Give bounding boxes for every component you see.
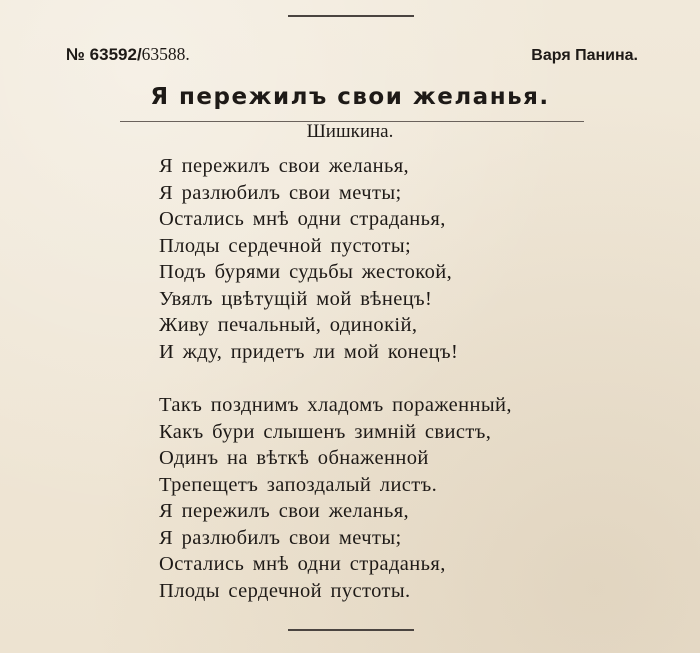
stanza-1: [159, 153, 458, 365]
verse-line: Я пережилъ свои желанья,: [159, 155, 410, 177]
bottom-divider: [288, 629, 414, 631]
catalog-number-secondary: 63588.: [141, 44, 190, 64]
verse-line: Увялъ цвѣтущій мой вѣнецъ!: [159, 287, 433, 310]
verse-line: Какъ бури слышенъ зимній свистъ,: [159, 420, 492, 443]
verse-line: И жду, придетъ ли мой конецъ!: [159, 340, 459, 363]
verse-line: Такъ позднимъ хладомъ пораженный,: [159, 394, 512, 416]
verse-line: Плоды сердечной пустоты.: [159, 579, 411, 602]
verse-line: Я разлюбилъ свои мечты;: [159, 526, 402, 549]
verse-line: Я разлюбилъ свои мечты;: [159, 181, 402, 204]
catalog-number-primary: № 63592/: [66, 45, 142, 64]
verse-line: Плоды сердечной пустоты;: [159, 234, 412, 257]
song-title: Я пережилъ свои желанья.: [150, 84, 550, 110]
top-divider: [288, 15, 414, 17]
verse-line: Остались мнѣ одни страданья,: [159, 553, 446, 575]
performer-name: Варя Панина.: [531, 47, 638, 64]
catalog-number: [66, 44, 190, 65]
verse-line: Трепещетъ запоздалый листъ.: [159, 473, 438, 496]
verse-line: Одинъ на вѣткѣ обнаженной: [159, 447, 429, 469]
verse-line: Живу печальный, одинокій,: [159, 314, 418, 336]
verse-line: Подъ бурями судьбы жестокой,: [159, 261, 453, 283]
author-name: Шишкина.: [306, 121, 394, 142]
verse-line: Остались мнѣ одни страданья,: [159, 208, 446, 230]
verse-line: Я пережилъ свои желанья,: [159, 500, 410, 522]
stanza-2: [159, 392, 512, 604]
